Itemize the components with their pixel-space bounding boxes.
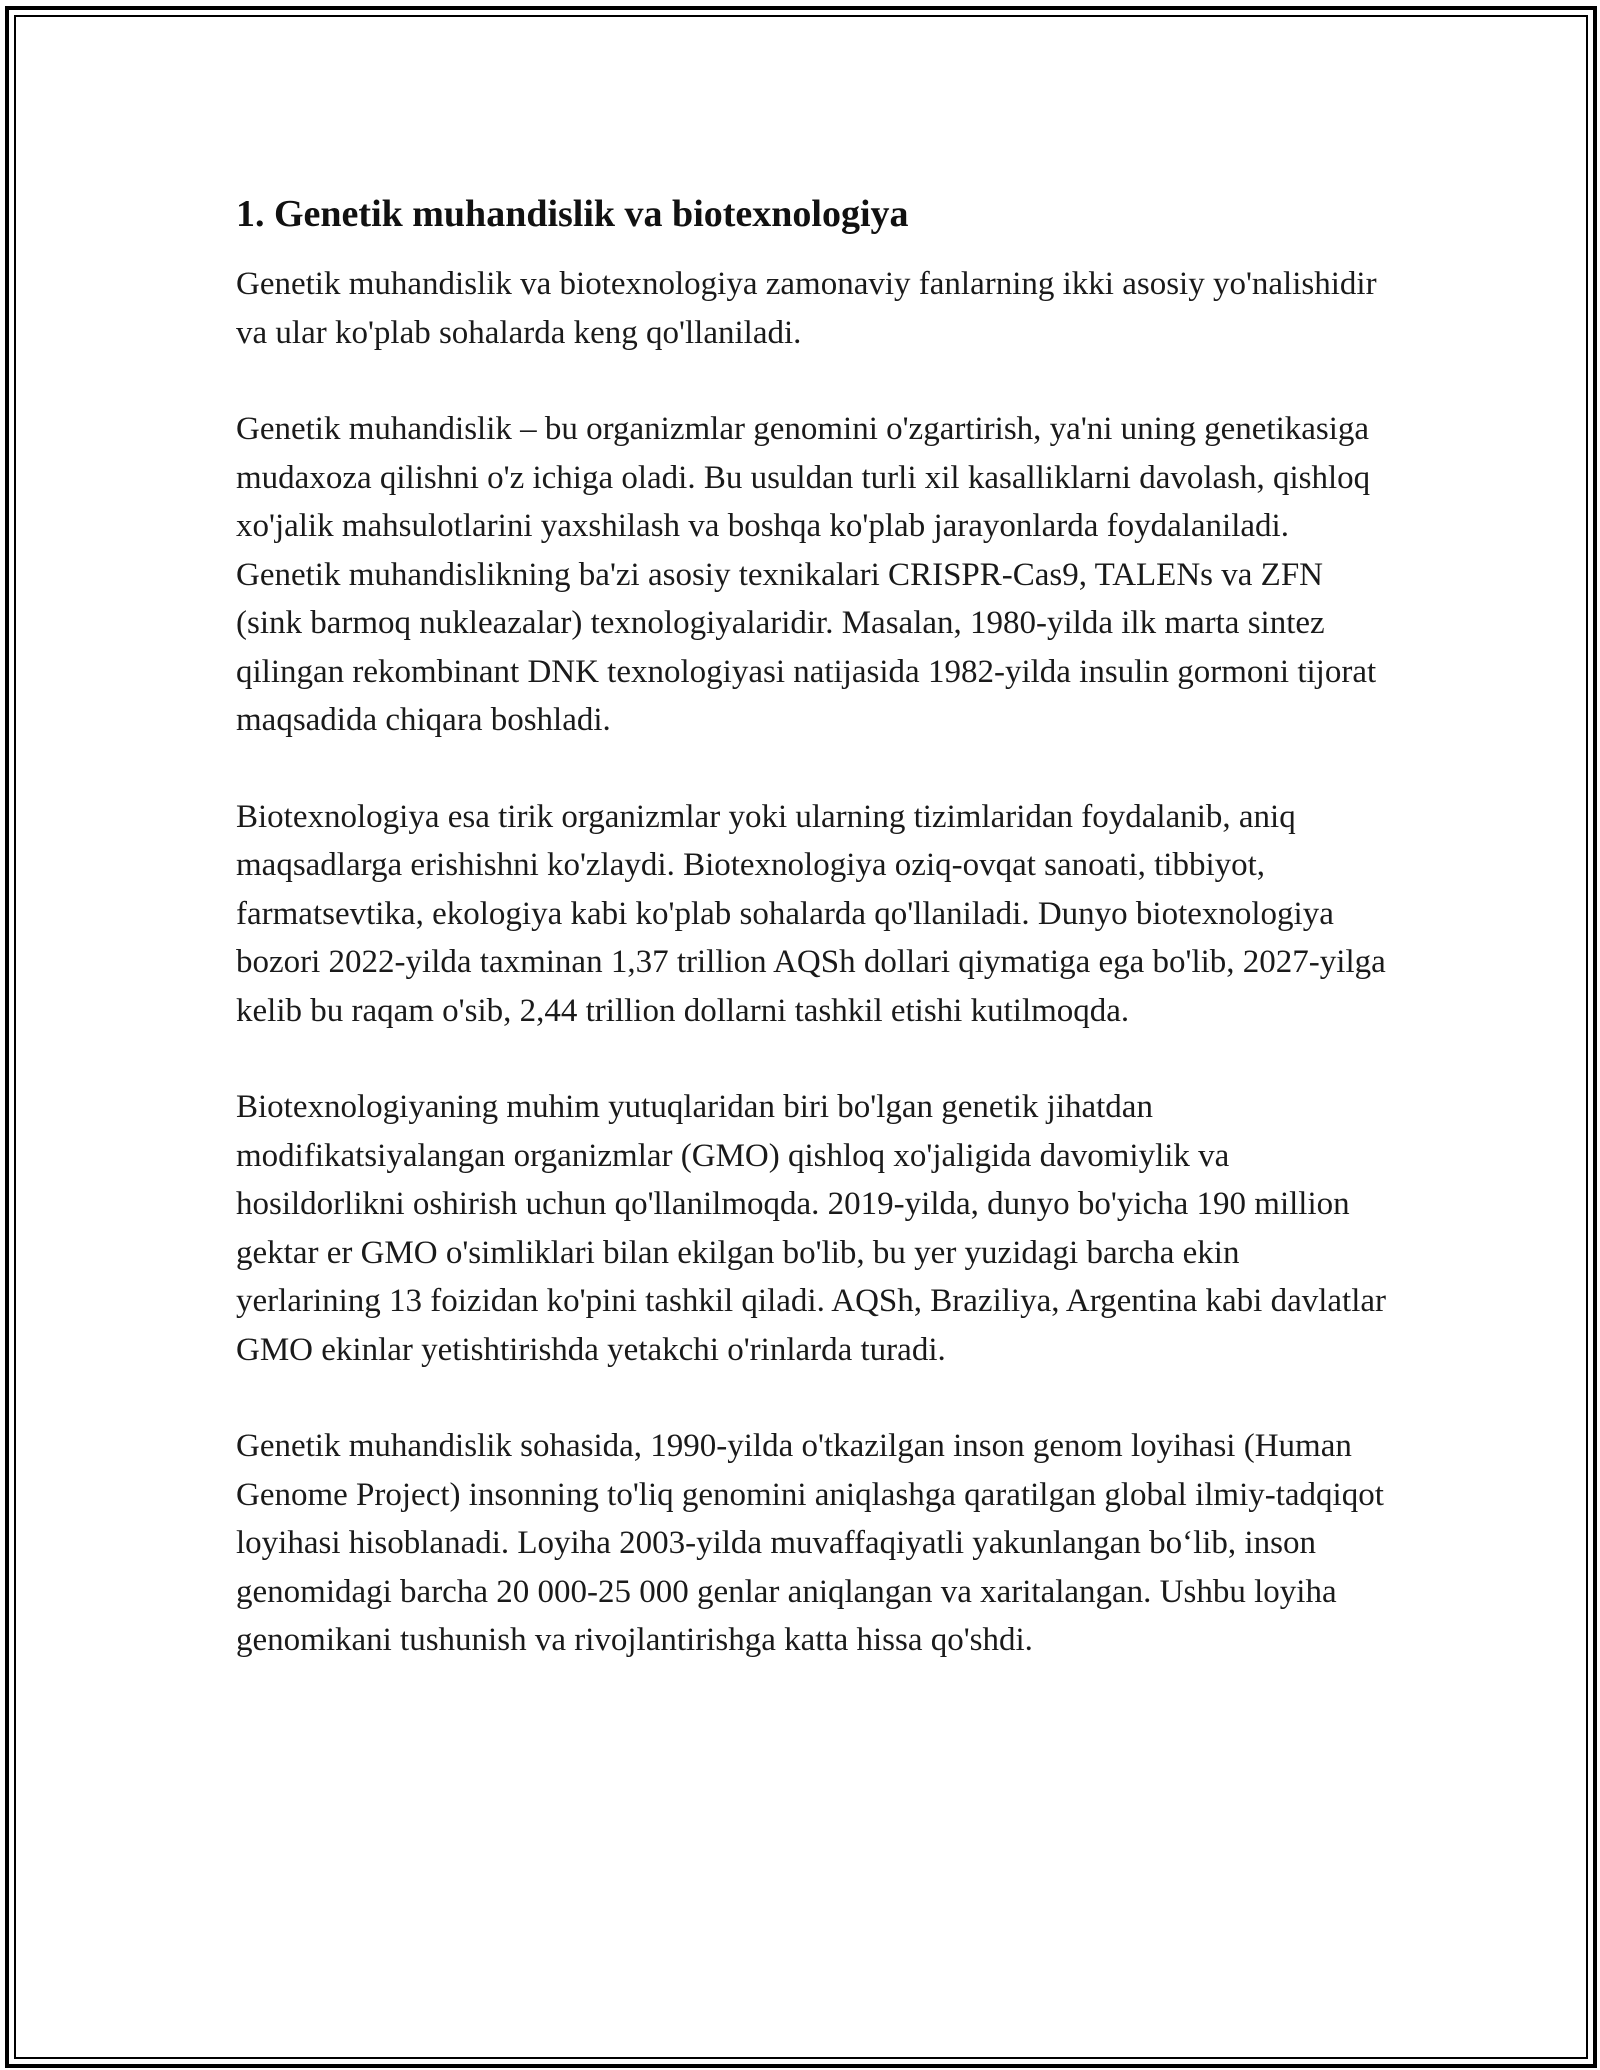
paragraph-biotechnology: Biotexnologiya esa tirik organizmlar yoki ularning tizimlaridan foydalanib, aniq maqsadlarga erishishni ko'zlaydi. Biotexnologiya oziq-ovqat sanoati, tibbiyot, farmatsevtika, ekologiya kabi ko'plab sohalarda qo'llaniladi. Dunyo biotexnologiya bozori 2022-yilda taxminan 1,37 trillion AQSh dollari qiymatiga ega bo'lib, 2027-yilga kelib bu raqam o'sib, 2,44 trillion dollarni tashkil etishi kutilmoqda. (236, 798, 1386, 1029)
paragraph-intro: Genetik muhandislik va biotexnologiya zamonaviy fanlarning ikki asosiy yo'nalishidir va ular ko'plab sohalarda keng qo'llaniladi. (236, 266, 1377, 351)
paragraph-genetic-engineering: Genetik muhandislik – bu organizmlar genomini o'zgartirish, ya'ni uning genetikasiga mudaxoza qilishni o'z ichiga oladi. Bu usuldan turli xil kasalliklarni davolash, qishloq xo'jalik mahsulotlarini yaxshilash va boshqa ko'plab jarayonlarda foydalaniladi. Genetik muhandislikning ba'zi asosiy texnikalari CRISPR-Cas9, TALENs va ZFN (sink barmoq nukleazalar) texnologiyalaridir. Masalan, 1980-yilda ilk marta sintez qilingan rekombinant DNK texnologiyasi natijasida 1982-yilda insulin gormoni tijorat maqsadida chiqara boshladi. (236, 411, 1377, 738)
document-body (236, 186, 1386, 1713)
paragraph-human-genome-project: Genetik muhandislik sohasida, 1990-yilda o'tkazilgan inson genom loyihasi (Human Genome Project) insonning to'liq genomini aniqlashga qaratilgan global ilmiy-tadqiqot loyihasi hisoblanadi. Loyiha 2003-yilda muvaffaqiyatli yakunlangan bo‘lib, inson genomidagi barcha 20 000-25 000 genlar aniqlangan va xaritalangan. Ushbu loyiha genomikani tushunish va rivojlantirishga katta hissa qo'shdi. (236, 1428, 1384, 1658)
paragraph-gmo: Biotexnologiyaning muhim yutuqlaridan biri bo'lgan genetik jihatdan modifikatsiyalangan organizmlar (GMO) qishloq xo'jaligida davomiylik va hosildorlikni oshirish uchun qo'llanilmoqda. 2019-yilda, dunyo bo'yicha 190 million gektar er GMO o'simliklari bilan ekilgan bo'lib, bu yer yuzidagi barcha ekin yerlarining 13 foizidan ko'pini tashkil qiladi. AQSh, Braziliya, Argentina kabi davlatlar GMO ekinlar yetishtirishda yetakchi o'rinlarda turadi. (236, 1089, 1387, 1368)
section-heading: 1. Genetik muhandislik va biotexnologiya (236, 193, 909, 235)
